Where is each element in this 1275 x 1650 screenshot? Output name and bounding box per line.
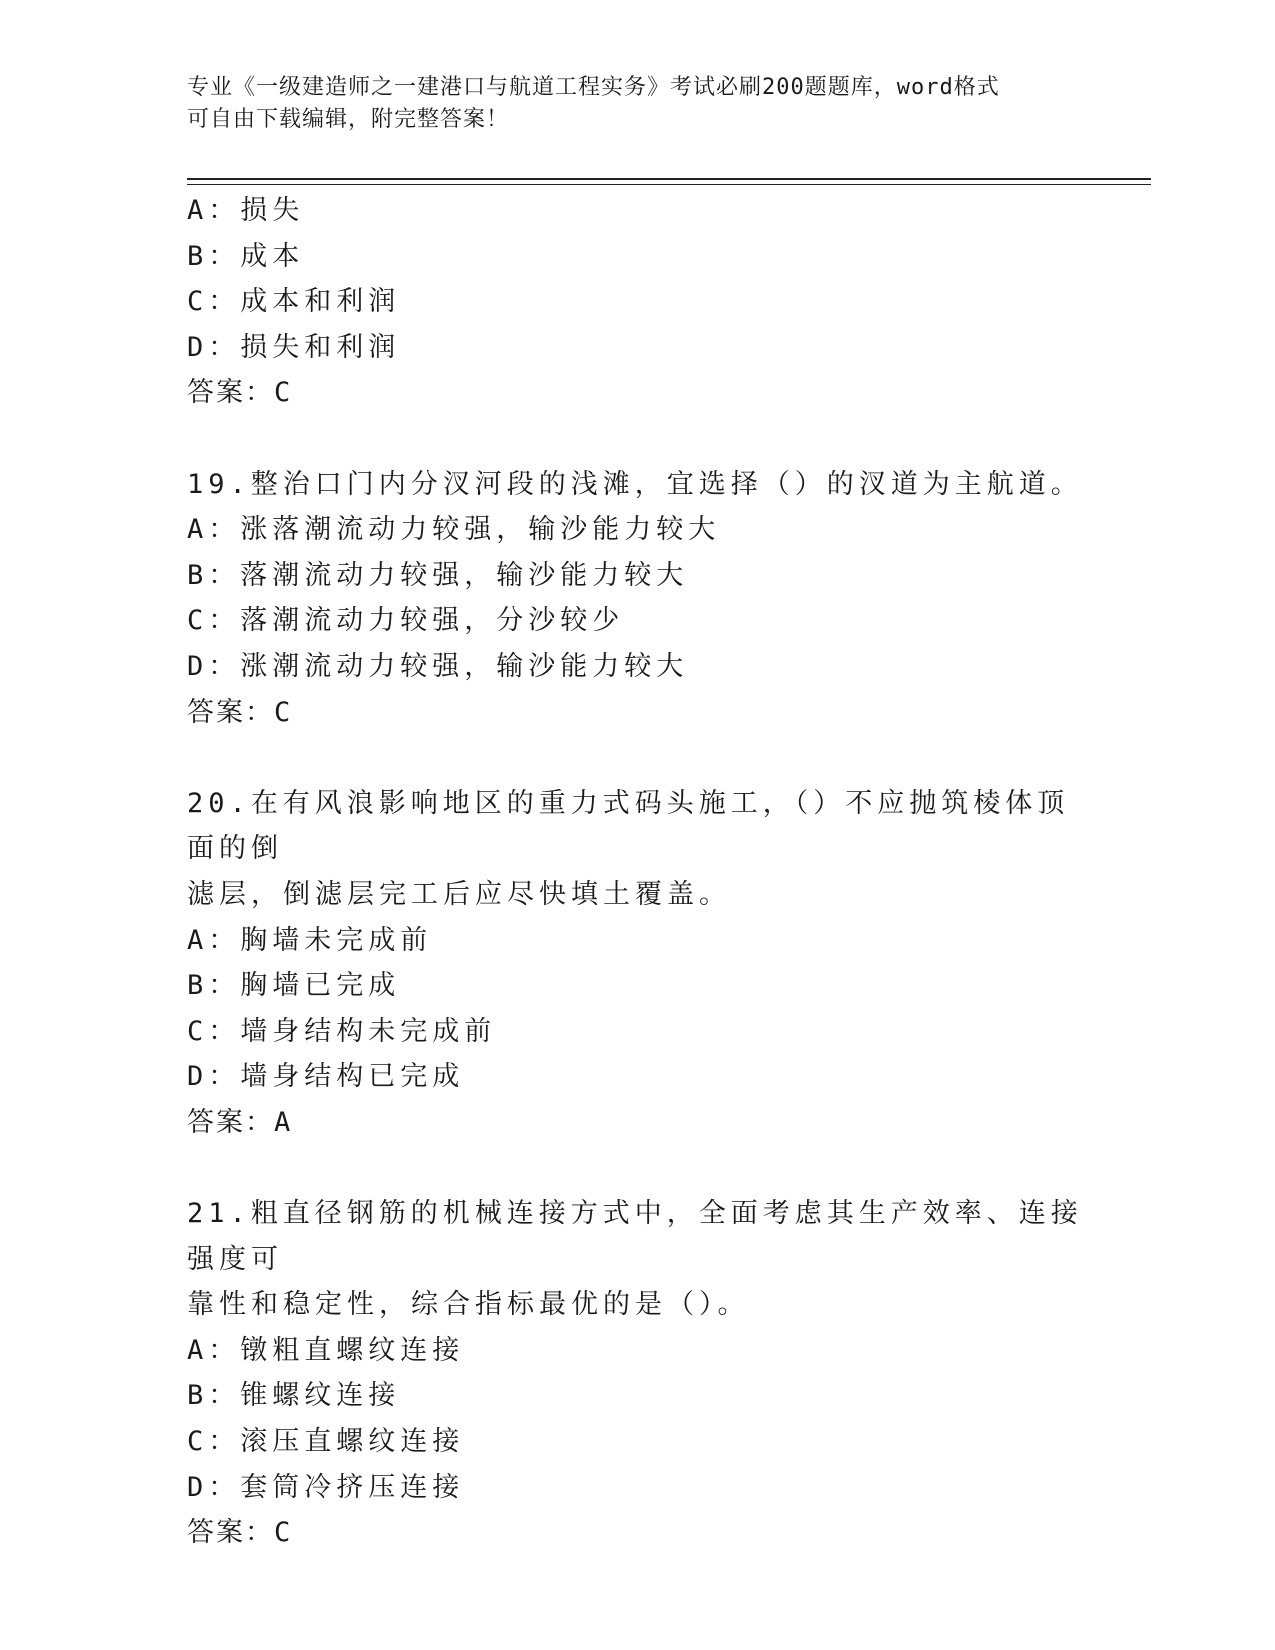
question-text-line-1: 21.粗直径钢筋的机械连接方式中，全面考虑其生产效率、连接强度可 <box>187 1198 1083 1275</box>
question-text-line-1: 20.在有风浪影响地区的重力式码头施工，（）不应抛筑棱体顶面的倒 <box>187 787 1070 865</box>
option-b: B：落潮流动力较强，输沙能力较大 <box>187 559 689 591</box>
option-d: D：损失和利润 <box>187 331 401 363</box>
option-a: A：涨落潮流动力较强，输沙能力较大 <box>187 514 721 546</box>
question-text: 19.整治口门内分汊河段的浅滩，宜选择（）的汊道为主航道。 <box>187 468 1083 500</box>
question-19 <box>187 462 1087 736</box>
answer-label: 答案： <box>187 696 274 728</box>
option-d: D：墙身结构已完成 <box>187 1061 465 1093</box>
header-divider <box>187 178 1151 185</box>
question-text-line-2: 滤层，倒滤层完工后应尽快填土覆盖。 <box>187 878 731 910</box>
question-21 <box>187 1191 1087 1556</box>
answer-line <box>187 690 1087 736</box>
question-20 <box>187 781 1087 1146</box>
answer-value: C <box>274 377 293 409</box>
answer-value: C <box>274 696 293 728</box>
document-header <box>187 72 1067 136</box>
answer-line <box>187 370 1087 416</box>
option-a: A：损失 <box>187 195 305 226</box>
answer-line <box>187 1100 1087 1146</box>
option-c: C：墙身结构未完成前 <box>187 1015 497 1047</box>
option-b: B：锥螺纹连接 <box>187 1380 401 1412</box>
option-c: C：成本和利润 <box>187 286 401 318</box>
header-line-2: 可自由下载编辑，附完整答案！ <box>187 107 510 132</box>
answer-line <box>187 1510 1087 1556</box>
option-a: A：胸墙未完成前 <box>187 924 433 956</box>
option-c: C：落潮流动力较强，分沙较少 <box>187 605 625 637</box>
answer-label: 答案： <box>187 377 274 409</box>
answer-value: A <box>274 1106 293 1138</box>
option-d: D：套筒冷挤压连接 <box>187 1471 465 1503</box>
option-b: B：成本 <box>187 240 305 272</box>
question-list <box>187 188 1087 1556</box>
question-text-line-2: 靠性和稳定性，综合指标最优的是（）。 <box>187 1289 750 1321</box>
option-a: A：镦粗直螺纹连接 <box>187 1334 465 1366</box>
answer-label: 答案： <box>187 1106 274 1138</box>
header-line-1: 专业《一级建造师之一建港口与航道工程实务》考试必刷200题题库，word格式 <box>187 75 1000 100</box>
option-b: B：胸墙已完成 <box>187 970 401 1002</box>
answer-label: 答案： <box>187 1517 274 1549</box>
option-c: C：滚压直螺纹连接 <box>187 1426 465 1458</box>
answer-value: C <box>274 1517 293 1549</box>
option-d: D：涨潮流动力较强，输沙能力较大 <box>187 650 689 682</box>
question-18-continued <box>187 188 1087 416</box>
